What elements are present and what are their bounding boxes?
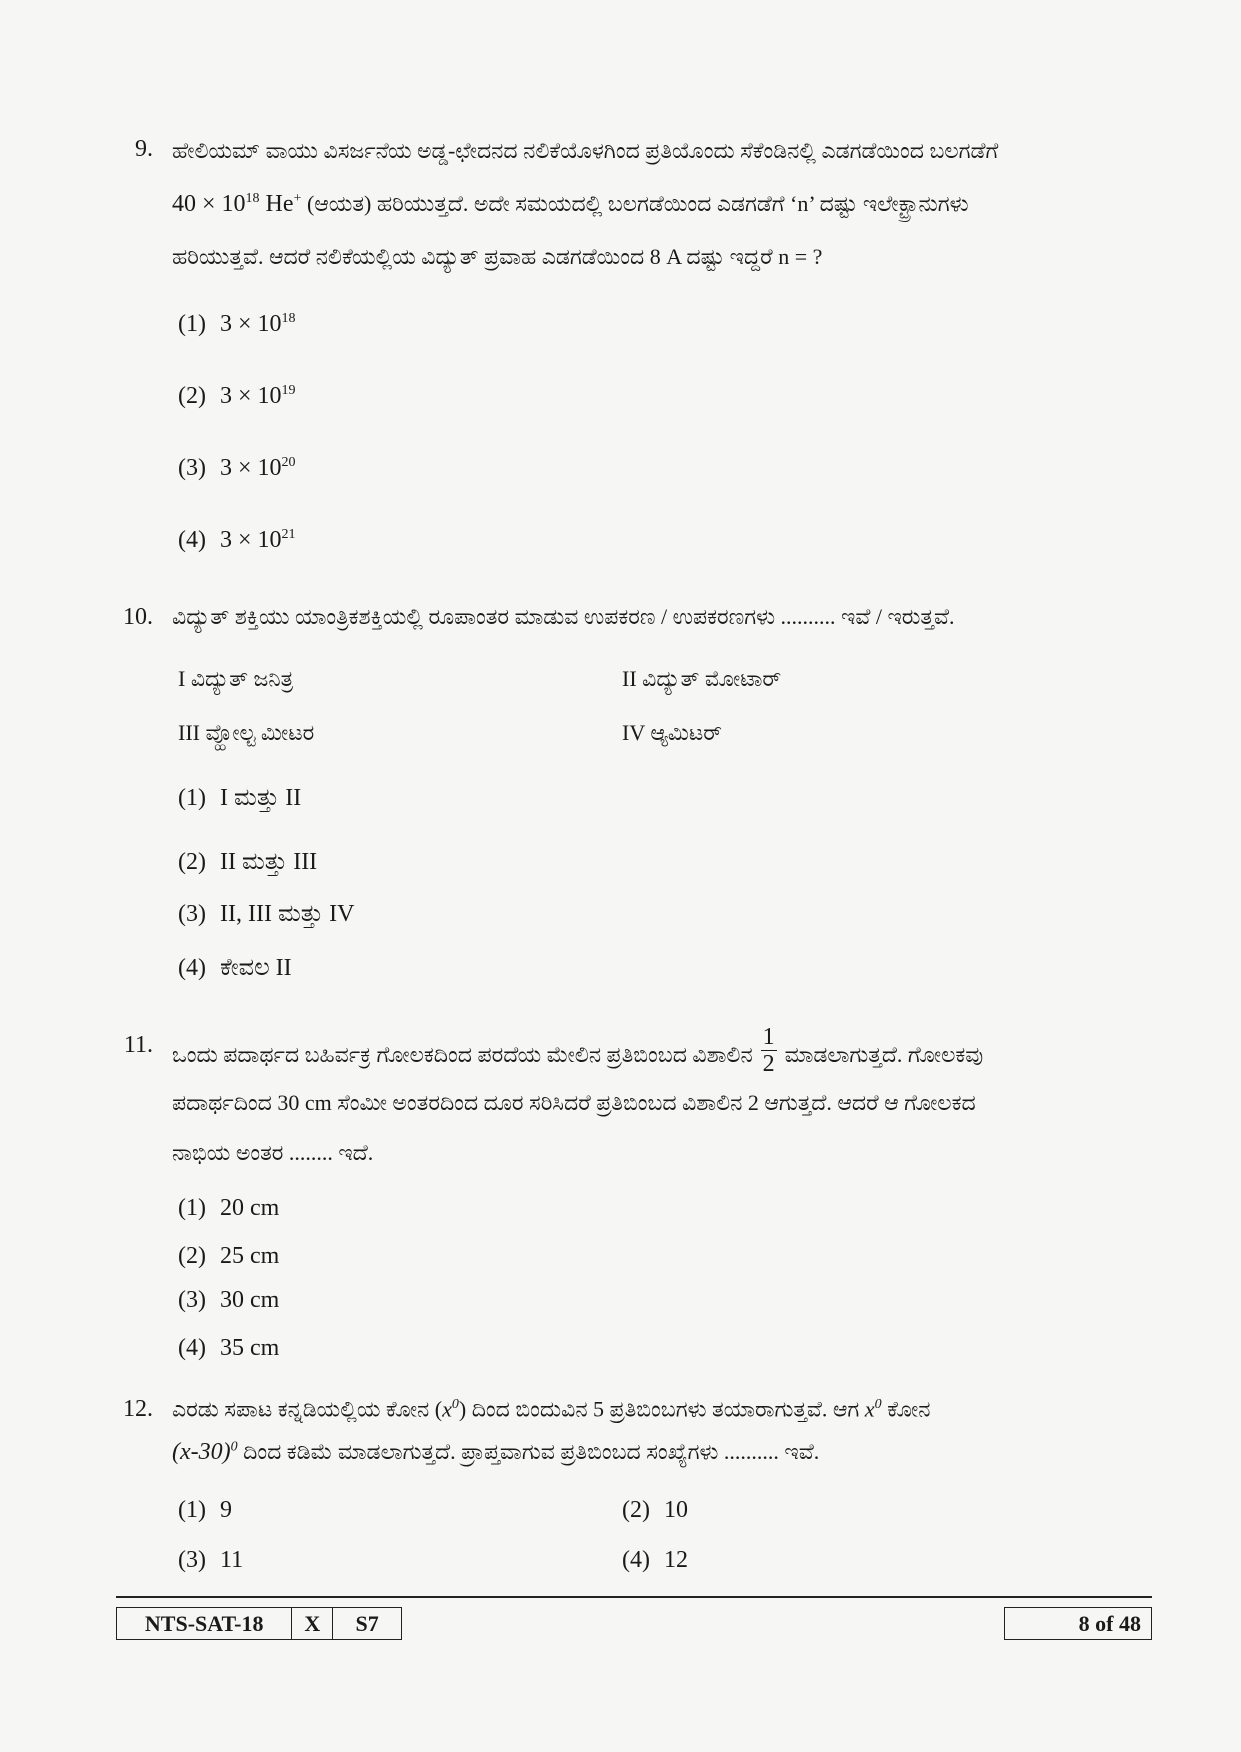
fraction-one-half: $\frac{1}{2}$ [762, 1024, 775, 1078]
formula: $40 \times 10^{18}$ He+ [172, 191, 302, 217]
option-2: (2) 25 cm [178, 1243, 280, 1269]
item-ii: II ವಿದ್ಯುತ್ ಮೋಟಾರ್ [622, 666, 782, 691]
class-code: X [292, 1608, 333, 1639]
item-iii: III ವ್ಹೋಲ್ಟ ಮೀಟರ [178, 720, 315, 745]
option-1: (1) $3 \times 10^{18}$ [178, 311, 296, 337]
question-text-line: ಪದಾರ್ಥದಿಂದ 30 cm ಸೆಂಮೀ ಅಂತರದಿಂದ ದೂರ ಸರಿಸಿದರೆ ಪ್ರತಿಬಿಂಬದ ವಿಶಾಲಿನ 2 ಆಗುತ್ತದೆ. ಆದರೆ ಆ ಗೋಲಕದ [172, 1090, 976, 1115]
question-number: 9. [135, 136, 153, 162]
option-4: (4) ಕೇವಲ II [178, 955, 292, 981]
option-4: (4) 12 [622, 1547, 688, 1573]
question-text-line: ನಾಭಿಯ ಅಂತರ ........ ಇದೆ. [172, 1140, 374, 1165]
paper-code: NTS-SAT-18 [117, 1608, 292, 1639]
question-text-line: ಎರಡು ಸಪಾಟ ಕನ್ನಡಿಯಲ್ಲಿಯ ಕೋನ $(x^0)$ ದಿಂದ ಬಿಂದುವಿನ 5 ಪ್ರತಿಬಿಂಬಗಳು ತಯಾರಾಗುತ್ತವೆ. ಆಗ $x^0$ ಕೋನ [172, 1396, 931, 1422]
footer-code-box [116, 1607, 402, 1640]
option-1: (1) I ಮತ್ತು II [178, 785, 302, 811]
option-1: (1) 9 [178, 1497, 232, 1523]
footer-divider [116, 1596, 1152, 1598]
option-2: (2) 10 [622, 1497, 688, 1523]
item-iv: IV ಆ್ಯಮಿಟರ್ [622, 720, 723, 745]
subject-code: S7 [355, 1610, 379, 1636]
question-number: 12. [123, 1396, 153, 1422]
option-4: (4) 35 cm [178, 1335, 280, 1361]
option-3: (3) 30 cm [178, 1287, 280, 1313]
option-4: (4) $3 \times 10^{21}$ [178, 527, 296, 553]
option-3: (3) II, III ಮತ್ತು IV [178, 901, 355, 927]
option-1: (1) 20 cm [178, 1195, 280, 1221]
question-number: 10. [123, 604, 153, 630]
page-number: 8 of 48 [1004, 1607, 1152, 1640]
question-text-line: ಒಂದು ಪದಾರ್ಥದ ಬಹಿರ್ವಕ್ರ ಗೋಲಕದಿಂದ ಪರದೆಯ ಮೇಲಿನ ಪ್ರತಿಬಿಂಬದ ವಿಶಾಲಿನ $\frac{1}{2}$ ಮಾಡಲಾಗುತ್ತದೆ. ಗೋಲಕವು [172, 1024, 984, 1078]
option-3: (3) $3 \times 10^{20}$ [178, 455, 296, 481]
option-3: (3) 11 [178, 1547, 244, 1573]
option-2: (2) II ಮತ್ತು III [178, 849, 318, 875]
question-text-line: $40 \times 10^{18}$ He+ (ಆಯತ) ಹರಿಯುತ್ತದೆ. ಅದೇ ಸಮಯದಲ್ಲಿ ಬಲಗಡೆಯಿಂದ ಎಡಗಡೆಗೆ ‘n’ ದಷ್ಟು ಇಲೇಕ್ಟ್ರಾನುಗಳು [172, 191, 969, 217]
question-text-line: ಹೇಲಿಯಮ್ ವಾಯು ವಿಸರ್ಜನೆಯ ಅಡ್ಡ-ಛೇದನದ ನಲಿಕೆಯೊಳಗಿಂದ ಪ್ರತಿಯೊಂದು ಸೆಕೆಂಡಿನಲ್ಲಿ ಎಡಗಡೆಯಿಂದ ಬಲಗಡೆಗೆ [172, 138, 999, 163]
question-text-line: ಹರಿಯುತ್ತವೆ. ಆದರೆ ನಲಿಕೆಯಲ್ಲಿಯ ವಿದ್ಯುತ್ ಪ್ರವಾಹ ಎಡಗಡೆಯಿಂದ 8 A ದಷ್ಟು ಇದ್ದರೆ n = ? [172, 244, 823, 269]
question-number: 11. [123, 1032, 153, 1058]
question-text-line: $(x-30)^0$ ದಿಂದ ಕಡಿಮೆ ಮಾಡಲಾಗುತ್ತದೆ. ಪ್ರಾಪ್ತವಾಗುವ ಪ್ರತಿಬಿಂಬದ ಸಂಖ್ಯೆಗಳು .......... ಇವೆ. [172, 1439, 820, 1465]
question-text-line: ವಿದ್ಯುತ್ ಶಕ್ತಿಯು ಯಾಂತ್ರಿಕಶಕ್ತಿಯಲ್ಲಿ ರೂಪಾಂತರ ಮಾಡುವ ಉಪಕರಣ / ಉಪಕರಣಗಳು .......... ಇವೆ / ಇರುತ್ತವೆ. [172, 604, 955, 629]
item-i: I ವಿದ್ಯುತ್ ಜನಿತ್ರ [178, 666, 294, 691]
option-2: (2) $3 \times 10^{19}$ [178, 383, 296, 409]
